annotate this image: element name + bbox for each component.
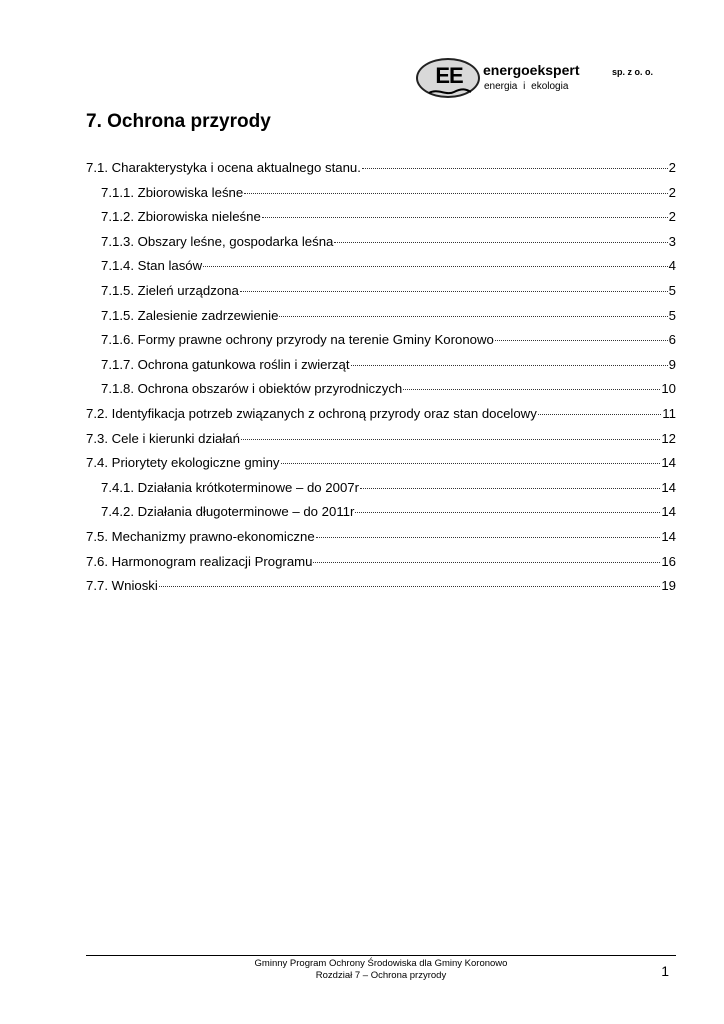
toc-dot-leader [281,463,661,464]
toc-dot-leader [360,488,660,489]
toc-dot-leader [313,562,660,563]
toc-entry-title: 7.4. Priorytety ekologiczne gminy [86,455,280,471]
toc-entry[interactable] [86,258,676,283]
toc-entry-page-number: 11 [662,405,676,421]
table-of-contents [86,160,676,603]
toc-entry-page-number: 2 [668,184,676,200]
toc-dot-leader [279,316,667,317]
toc-entry[interactable] [86,455,676,480]
toc-entry[interactable] [86,357,676,382]
footer-divider [86,955,676,956]
toc-entry-title: 7.7. Wnioski [86,578,158,594]
toc-entry-title: 7.3. Cele i kierunki działań [86,430,240,446]
toc-dot-leader [362,168,668,169]
toc-entry-page-number: 4 [668,258,676,274]
toc-entry[interactable] [86,283,676,308]
toc-entry-title: 7.5. Mechanizmy prawno-ekonomiczne [86,528,315,544]
toc-dot-leader [159,586,661,587]
page-title: 7. Ochrona przyrody [86,111,271,132]
toc-dot-leader [334,242,667,243]
toc-entry-title: 7.1.4. Stan lasów [101,258,203,274]
toc-dot-leader [351,365,668,366]
toc-entry-title: 7.1.5. Zalesienie zadrzewienie [101,307,279,323]
toc-entry-page-number: 19 [661,578,676,594]
footer-page-number: 1 [661,963,669,979]
toc-dot-leader [240,291,668,292]
toc-entry-page-number: 14 [661,528,676,544]
toc-entry[interactable] [86,529,676,554]
toc-entry-title: 7.1.5. Zieleń urządzona [101,282,239,298]
toc-entry-title: 7.2. Identyfikacja potrzeb związanych z ochroną przyrody oraz stan docelowy [86,405,537,421]
toc-entry-title: 7.1.2. Zbiorowiska nieleśne [101,209,261,225]
toc-entry-page-number: 9 [668,356,676,372]
toc-entry-title: 7.1. Charakterystyka i ocena aktualnego stanu. [86,160,361,175]
toc-entry[interactable] [86,160,676,185]
footer-document-title: Gminny Program Ochrony Środowiska dla Gminy Koronowo [254,958,508,969]
toc-entry-title: 7.1.8. Ochrona obszarów i obiektów przyrodniczych [101,381,403,397]
toc-entry[interactable] [86,504,676,529]
toc-dot-leader [355,512,660,513]
toc-entry-page-number: 14 [661,504,676,520]
toc-entry-title: 7.4.2. Działania długoterminowe – do 2011r [101,504,355,520]
toc-entry-title: 7.6. Harmonogram realizacji Programu [86,553,313,569]
toc-entry-title: 7.1.1. Zbiorowiska leśne [101,184,244,200]
toc-entry-page-number: 12 [661,430,676,446]
toc-entry[interactable] [86,234,676,259]
toc-entry-page-number: 2 [668,209,676,225]
toc-dot-leader [316,537,661,538]
brand-tagline: energia i ekologia [484,81,569,92]
toc-entry-title: 7.1.6. Formy prawne ochrony przyrody na terenie Gminy Koronowo [101,332,494,348]
logo-swoosh-icon [428,87,472,97]
toc-entry-page-number: 5 [668,307,676,323]
toc-entry-page-number: 14 [661,479,676,495]
brand-name: energoekspert [483,62,580,78]
toc-dot-leader [262,217,668,218]
toc-entry-title: 7.4.1. Działania krótkoterminowe – do 2007r [101,479,360,495]
toc-dot-leader [203,266,667,267]
toc-dot-leader [241,439,660,440]
ee-logo-badge [416,58,480,98]
toc-entry-page-number: 10 [661,381,676,397]
toc-entry[interactable] [86,381,676,406]
toc-entry-page-number: 2 [668,160,676,175]
toc-dot-leader [495,340,668,341]
toc-entry[interactable] [86,578,676,603]
toc-dot-leader [538,414,661,415]
toc-entry-title: 7.1.3. Obszary leśne, gospodarka leśna [101,233,334,249]
toc-entry-page-number: 5 [668,282,676,298]
toc-entry[interactable] [86,308,676,333]
toc-entry-title: 7.1.7. Ochrona gatunkowa roślin i zwierząt [101,356,350,372]
toc-entry[interactable] [86,480,676,505]
toc-entry[interactable] [86,185,676,210]
toc-dot-leader [244,193,667,194]
toc-entry-page-number: 14 [661,455,676,471]
toc-entry-page-number: 3 [668,233,676,249]
brand-suffix: sp. z o. o. [612,67,654,77]
toc-entry[interactable] [86,431,676,456]
company-logo [416,58,686,102]
toc-entry[interactable] [86,209,676,234]
toc-entry-page-number: 6 [668,332,676,348]
logo-letters: EE [435,63,463,88]
toc-entry[interactable] [86,406,676,431]
toc-entry-page-number: 16 [661,553,676,569]
toc-entry[interactable] [86,554,676,579]
toc-entry[interactable] [86,332,676,357]
footer-chapter-title: Rozdział 7 – Ochrona przyrody [315,970,447,981]
toc-dot-leader [403,389,660,390]
